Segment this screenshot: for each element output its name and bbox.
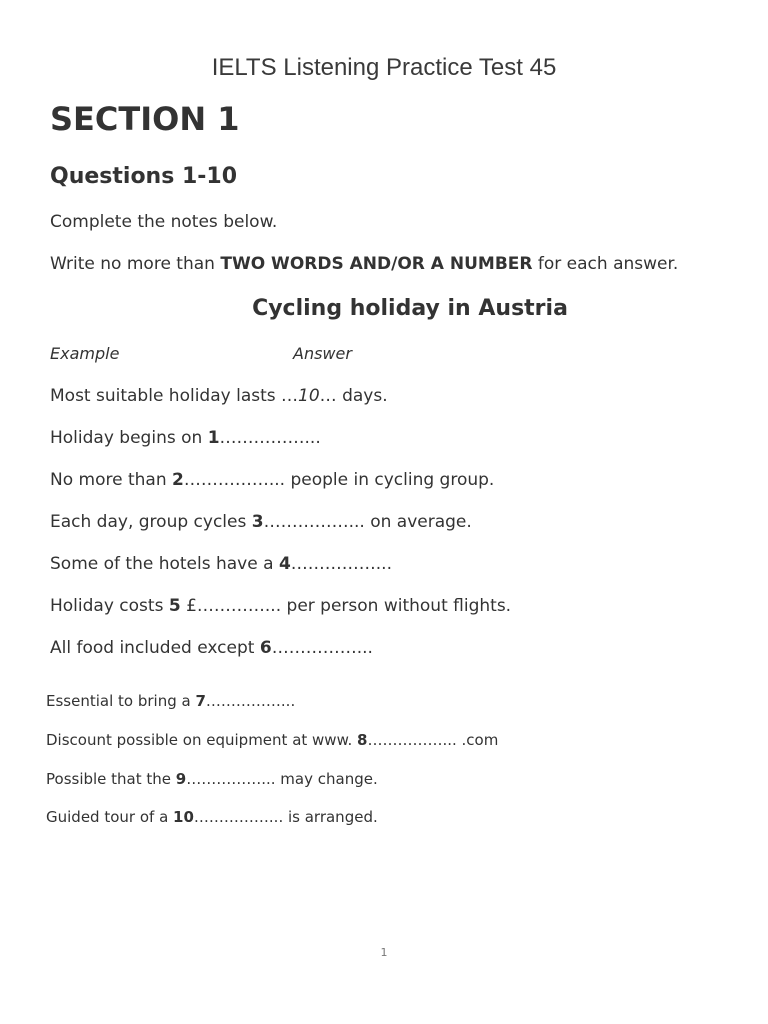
instruction-word-limit (50, 254, 678, 274)
question-text: Each day, group cycles (50, 512, 252, 532)
answer-label: Answer (293, 344, 352, 363)
question-blank: £…………... per person without flights. (180, 596, 512, 616)
notes-title: Cycling holiday in Austria (252, 296, 568, 321)
question-text: All food included except (50, 638, 260, 658)
question-number: 3 (251, 512, 264, 532)
question-1 (50, 428, 321, 448)
question-text: Some of the hotels have a (50, 554, 279, 574)
question-8 (46, 731, 498, 749)
question-3 (50, 512, 472, 532)
question-text: Essential to bring a (46, 692, 196, 710)
example-line-pre: Most suitable holiday lasts … (50, 386, 299, 406)
question-text: Possible that the (46, 770, 176, 788)
question-blank: ……………... is arranged. (193, 808, 378, 826)
question-9 (46, 770, 378, 788)
question-blank: ……………... may change. (186, 770, 378, 788)
question-number: 7 (195, 692, 206, 710)
question-number: 1 (207, 428, 220, 448)
instruction-word-limit-pre: Write no more than (50, 254, 221, 274)
question-blank: ……………... on average. (263, 512, 472, 532)
question-text: Holiday costs (50, 596, 169, 616)
question-number: 6 (259, 638, 272, 658)
question-text: Guided tour of a (46, 808, 174, 826)
question-10 (46, 808, 378, 826)
question-blank: ……………... (271, 638, 373, 658)
question-number: 2 (172, 470, 184, 490)
example-label: Example (50, 344, 120, 363)
question-number: 8 (357, 731, 368, 749)
question-blank: ……………... (219, 428, 321, 448)
instruction-complete-notes: Complete the notes below. (50, 212, 278, 232)
instruction-word-limit-post: for each answer. (532, 254, 679, 274)
question-6 (50, 638, 373, 658)
question-blank: ……………... (290, 554, 392, 574)
question-5 (50, 596, 511, 616)
question-number: 5 (168, 596, 181, 616)
question-text: Discount possible on equipment at www. (46, 731, 358, 749)
page-number: 1 (380, 946, 388, 959)
example-line-post: … days. (319, 386, 388, 406)
questions-heading: Questions 1-10 (50, 164, 238, 189)
question-number: 9 (175, 770, 187, 788)
question-text: Holiday begins on (50, 428, 208, 448)
question-blank: ……………... .com (367, 731, 499, 749)
section-heading: SECTION 1 (50, 100, 240, 138)
question-number: 4 (278, 554, 291, 574)
question-blank: ……………... people in cycling group. (183, 470, 495, 490)
question-text: No more than (50, 470, 172, 490)
question-number: 10 (173, 808, 194, 826)
example-line (50, 386, 388, 406)
question-2 (50, 470, 494, 490)
question-7 (46, 692, 295, 710)
question-4 (50, 554, 392, 574)
page-title: IELTS Listening Practice Test 45 (211, 54, 557, 81)
example-answer-value: 10 (298, 386, 320, 406)
question-blank: ……………... (205, 692, 296, 710)
instruction-word-limit-bold: TWO WORDS AND/OR A NUMBER (220, 254, 533, 274)
